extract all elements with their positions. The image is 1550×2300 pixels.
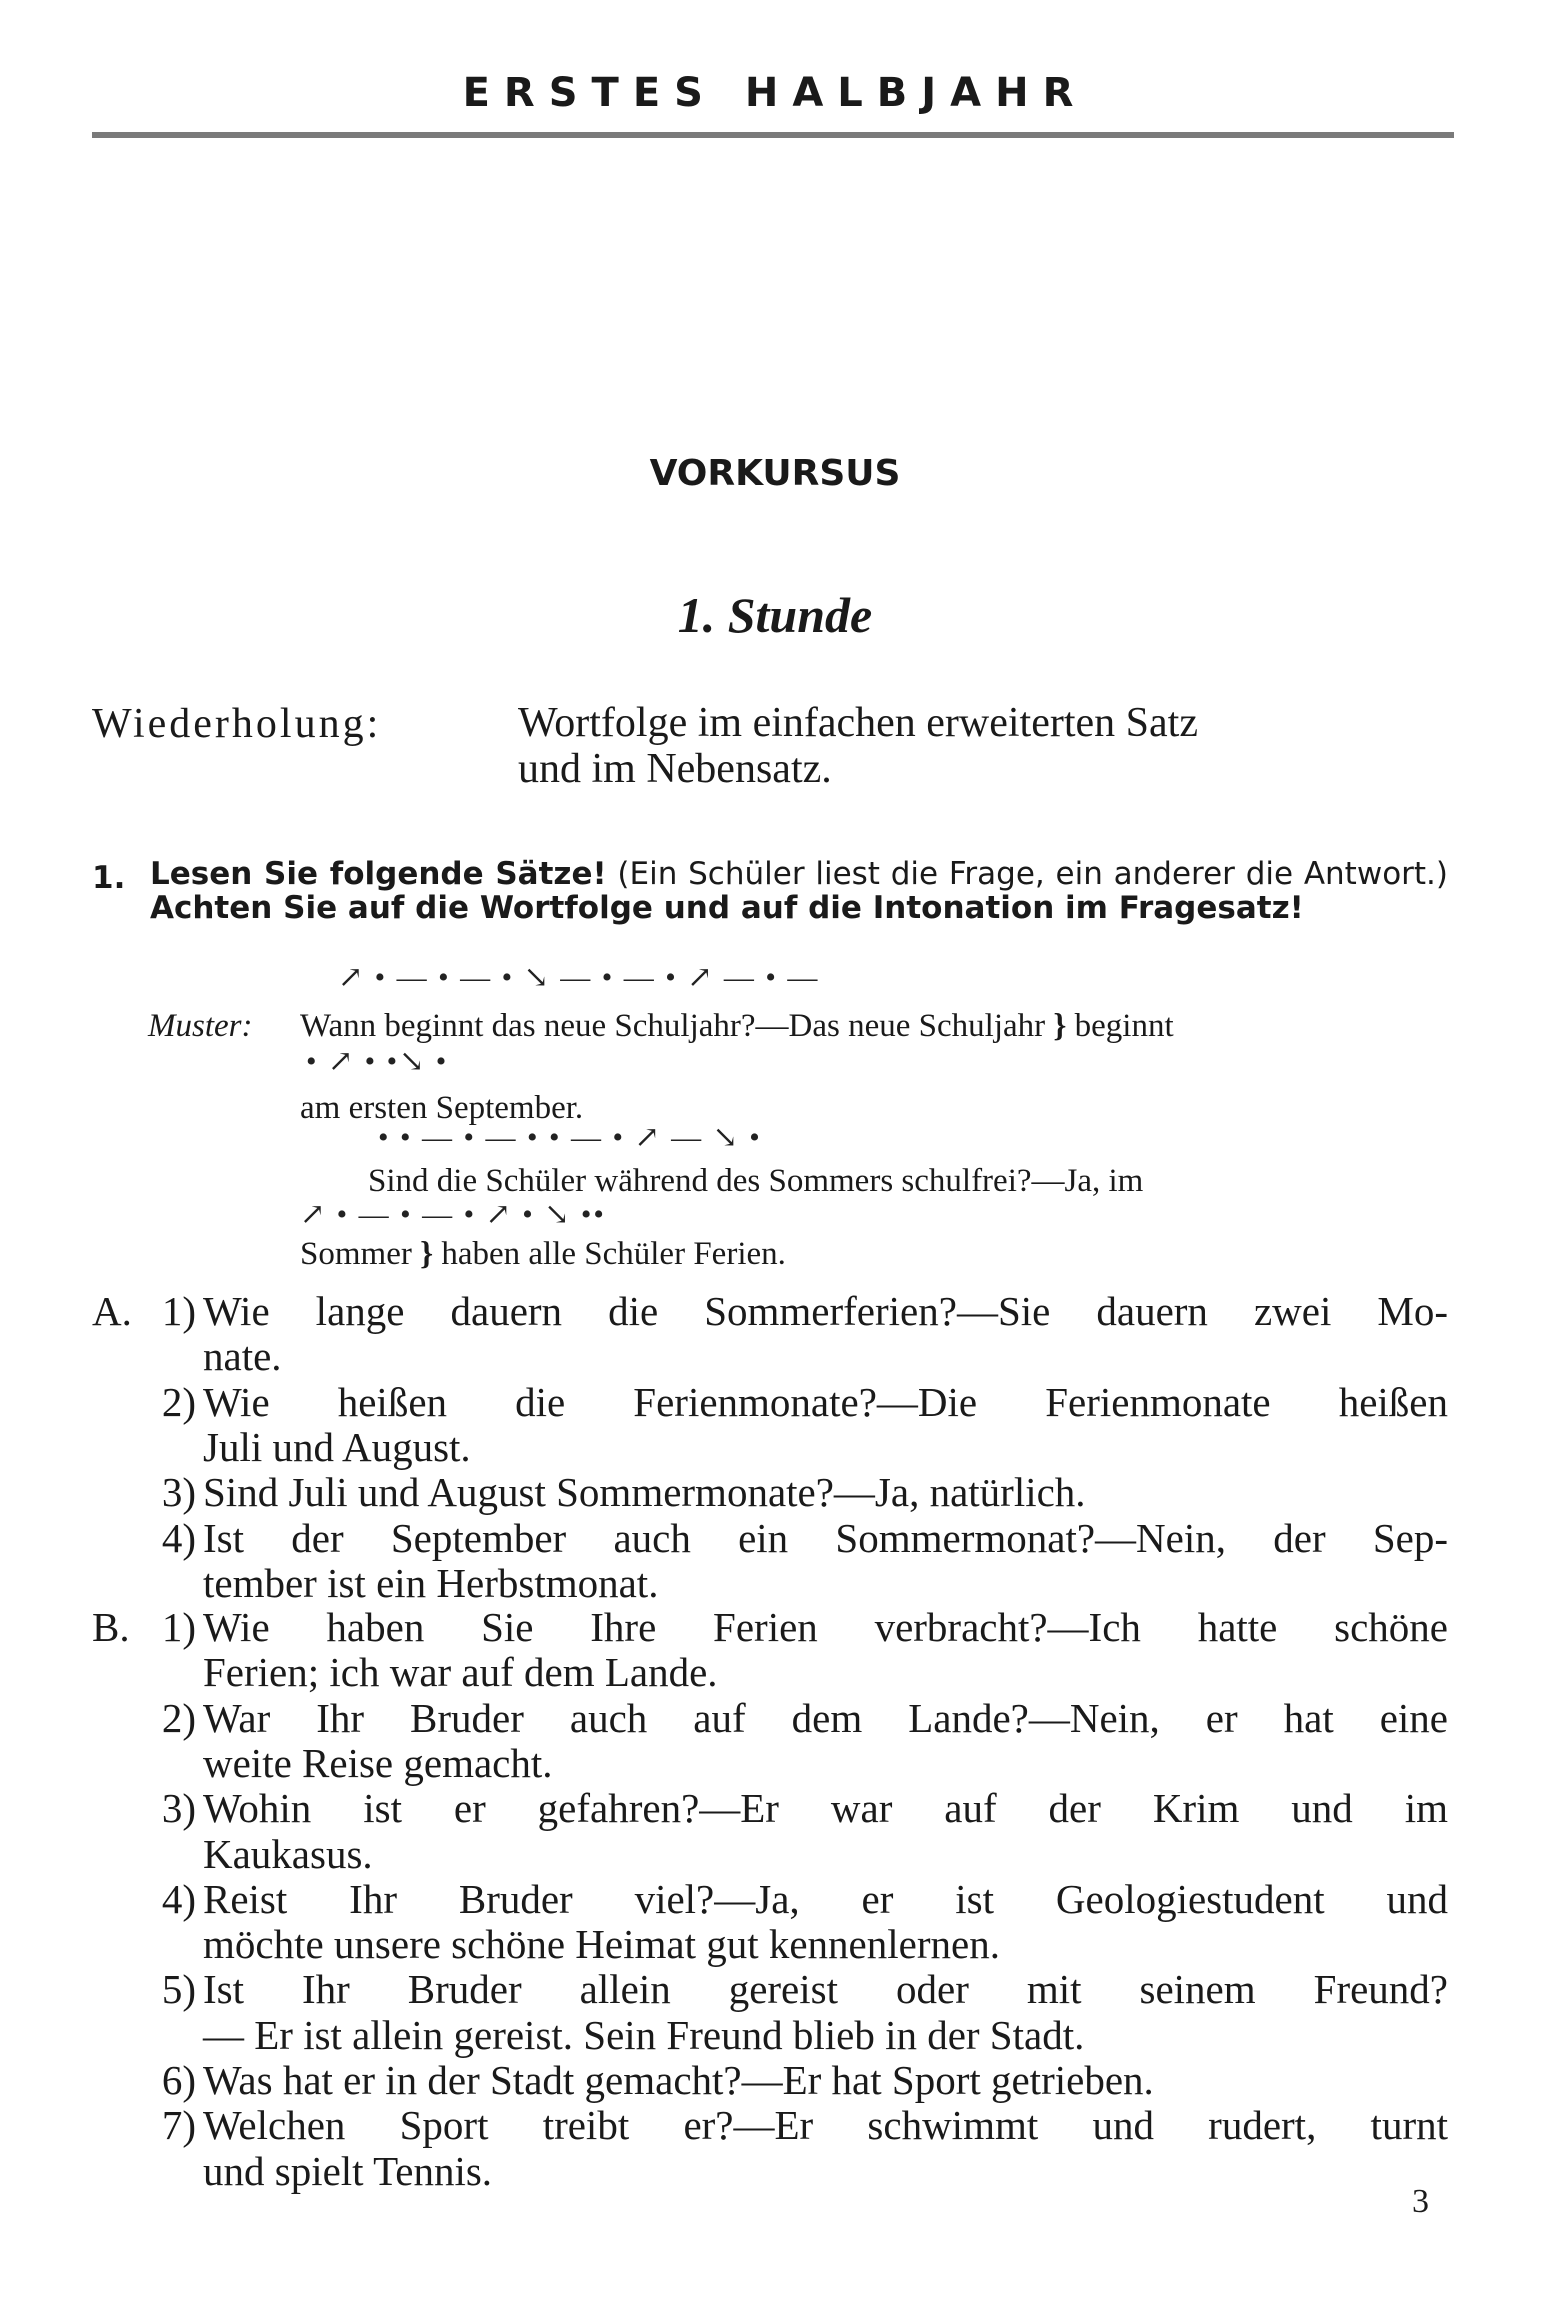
section-b-item-number: 2) [161,1694,196,1741]
section-a-item-line: Juli und August. [203,1423,471,1470]
section-b-item-line: — Er ist allein gereist. Sein Freund blieb in der Stadt. [203,2011,1085,2058]
repetition-label: Wiederholung: [92,701,382,747]
intonation-marks-3: • • — • — • • — • ↗ — ↘ • [378,1121,762,1154]
section-b-item-line: Kaukasus. [203,1830,373,1877]
muster-line-1 [300,1008,1174,1045]
section-a-item-line: Wie heißen die Ferienmonate?—Die Ferienmonate heißen [203,1378,1448,1425]
page-number: 3 [1412,2183,1429,2220]
muster-line-2: am ersten September. [300,1090,584,1126]
repetition-line-2: und im Nebensatz. [518,746,832,792]
muster-line-1-end: beginnt [1074,1008,1174,1044]
muster-line-4-start: Sommer [300,1236,412,1272]
intonation-marks-4: ↗ • — • — • ↗ • ↘ •• [300,1198,606,1231]
header-rule [92,132,1454,138]
section-b-item-number: 4) [161,1875,196,1922]
section-b-item-line: Ist Ihr Bruder allein gereist oder mit seinem Freund? [203,1966,1448,2013]
muster-line-1-text: Wann beginnt das neue Schuljahr?—Das neue Schuljahr [300,1008,1046,1044]
muster-line-3: Sind die Schüler während des Sommers schulfrei?—Ja, im [368,1163,1144,1199]
section-b-item-number: 3) [161,1785,196,1832]
section-title: VORKURSUS [649,453,901,494]
section-b-item-line: Ferien; ich war auf dem Lande. [203,1649,718,1696]
muster-line-4-end: haben alle Schüler Ferien. [441,1236,786,1272]
section-a-item-number: 3) [161,1469,196,1516]
muster-line-4-brace: } [420,1236,434,1272]
section-b-item-line: War Ihr Bruder auch auf dem Lande?—Nein, er hat eine [203,1694,1448,1741]
section-b-item-line: Reist Ihr Bruder viel?—Ja, er ist Geologiestudent und [203,1875,1448,1922]
muster-label: Muster: [148,1008,253,1044]
running-head: ERSTES HALBJAHR [462,70,1088,116]
section-b-item-line: möchte unsere schöne Heimat gut kennenlernen. [203,1921,1000,1968]
lesson-title: 1. Stunde [677,587,873,643]
section-a-item-line: tember ist ein Herbstmonat. [203,1559,659,1606]
section-b-item-number: 6) [161,2057,196,2103]
instruction-part-b: (Ein Schüler liest die Frage, ein anderer die Antwort.) [617,856,1449,892]
repetition-text [518,700,1418,792]
instruction-part-a: Lesen Sie folgende Sätze! [150,856,607,892]
exercise-number: 1. [92,860,126,896]
section-b-item-number: 7) [161,2102,196,2149]
section-a-item-line: Wie lange dauern die Sommerferien?—Sie dauern zwei Mo- [203,1288,1448,1334]
section-b-item-number: 5) [161,1966,196,2013]
muster-line-1-brace: } [1053,1008,1067,1044]
section-b-item-number: 1) [161,1604,196,1650]
section-b-item-line: Was hat er in der Stadt gemacht?—Er hat Sport getrieben. [203,2057,1154,2103]
repetition-line-1: Wortfolge im einfachen erweiterten Satz [518,700,1198,746]
section-b-item-line: Wie haben Sie Ihre Ferien verbracht?—Ich hatte schöne [203,1604,1448,1650]
section-a-item-number: 1) [161,1288,196,1334]
section-b-letter: B. [92,1604,130,1650]
instruction-part-c: Achten Sie auf die Wortfolge und auf die Intonation im Fragesatz! [150,890,1304,926]
section-a-letter: A. [92,1288,132,1334]
section-a-item-line: nate. [203,1333,282,1380]
section-b-item-line: Welchen Sport treibt er?—Er schwimmt und rudert, turnt [203,2102,1448,2149]
intonation-marks-1: ↗ • — • — • ↘ — • — • ↗ — • — [338,961,820,994]
exercise-instruction [150,857,1448,925]
section-b-item-line: weite Reise gemacht. [203,1739,553,1786]
section-b-item-line: und spielt Tennis. [203,2147,493,2194]
section-a-item-number: 4) [161,1514,196,1561]
muster-line-4 [300,1236,786,1273]
section-a-item-line: Ist der September auch ein Sommermonat?—Nein, der Sep- [203,1514,1448,1561]
section-a-item-number: 2) [161,1378,196,1425]
section-b-item-line: Wohin ist er gefahren?—Er war auf der Krim und im [203,1785,1448,1832]
intonation-marks-2: • ↗ • •↘ • [306,1045,449,1078]
section-a-item-line: Sind Juli und August Sommermonate?—Ja, natürlich. [203,1469,1086,1516]
